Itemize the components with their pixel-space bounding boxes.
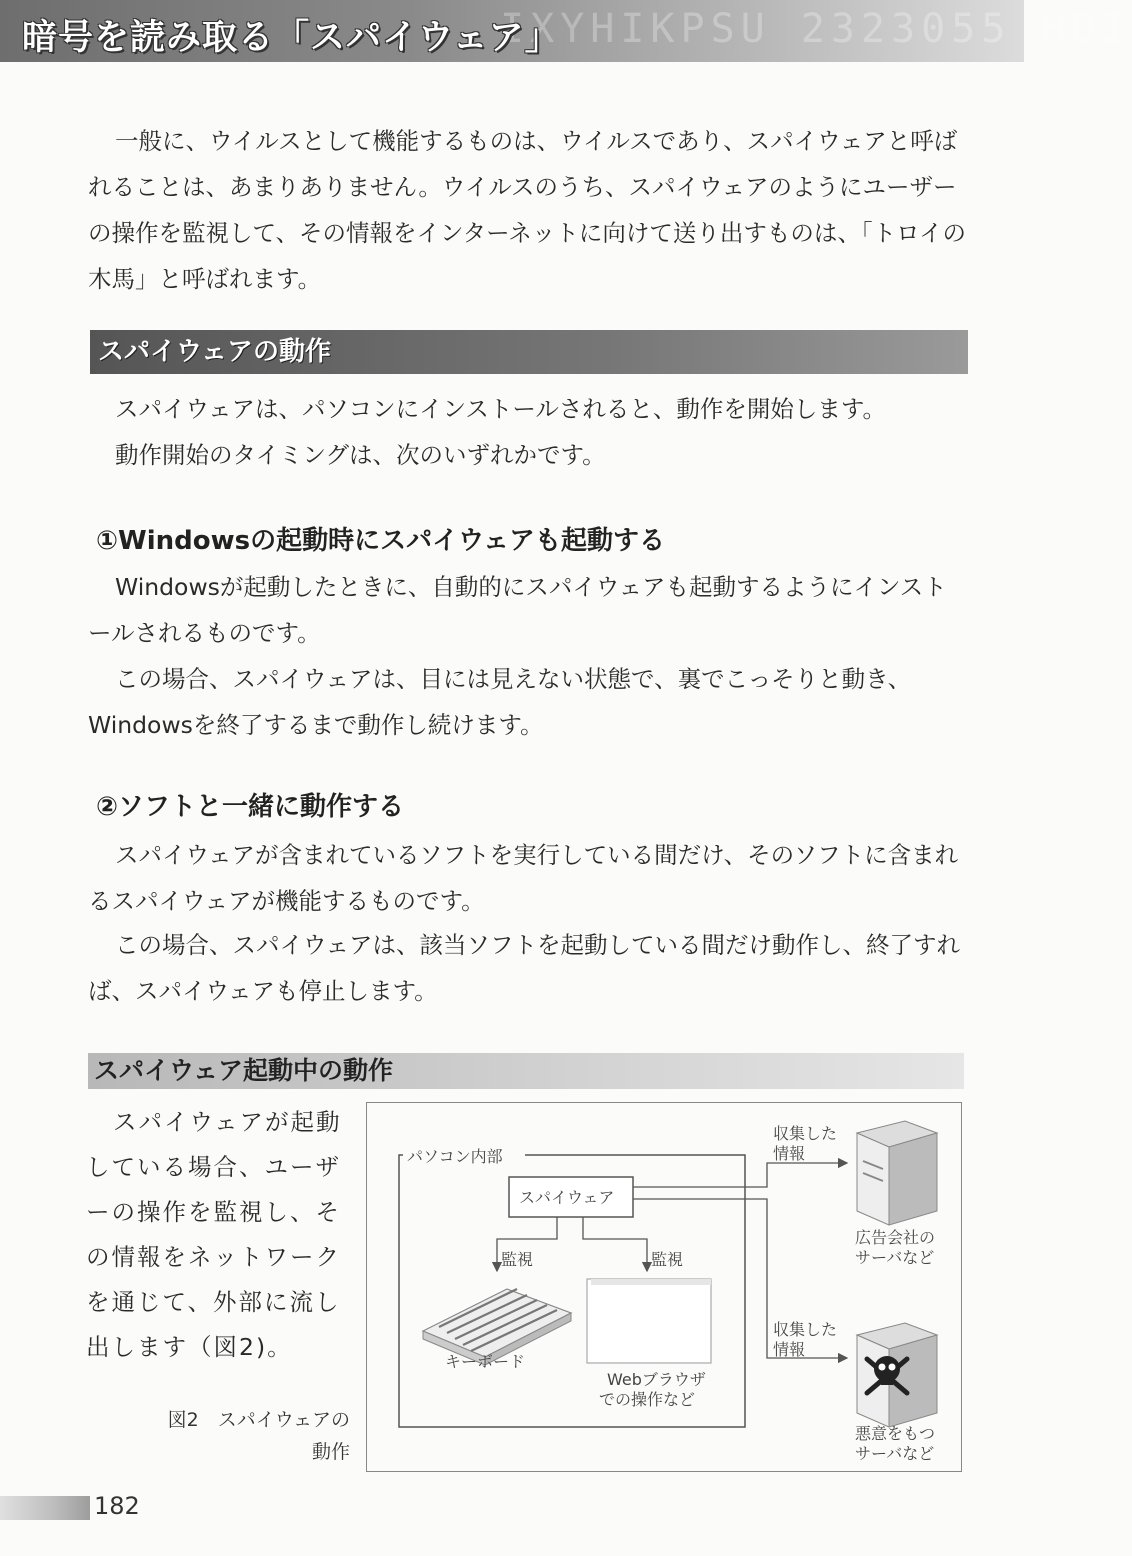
data-path-top: [633, 1163, 847, 1187]
footer-band: [0, 1496, 90, 1520]
subheading-with-software: ②ソフトと一緒に動作する: [96, 792, 405, 822]
server2-label-line2: サーバなど: [855, 1444, 935, 1463]
sub1-paragraph-1: Windowsが起動したときに、自動的にスパイウェアも起動するようにインストールされるものです。: [88, 573, 947, 647]
page-title: 暗号を読み取る「スパイウェア」: [22, 18, 561, 58]
pc-label: パソコン内部: [407, 1147, 503, 1166]
section-heading-during-startup: スパイウェア起動中の動作: [88, 1053, 964, 1089]
figure-caption-line2: 動作: [311, 1441, 350, 1463]
collected-top-line1: 収集した: [773, 1124, 838, 1143]
server1-label-line1: 広告会社の: [855, 1228, 936, 1247]
figure-caption-line1: 図2 スパイウェアの: [167, 1409, 350, 1431]
server1-label-line2: サーバなど: [855, 1248, 935, 1267]
subheading-windows-startup: ①Windowsの起動時にスパイウェアも起動する: [96, 526, 666, 556]
collected-bottom-line2: 情報: [773, 1340, 806, 1359]
spyware-label: スパイウェア: [519, 1188, 615, 1207]
server2-label-line1: 悪意をもつ: [855, 1424, 936, 1443]
browser-label-line1: Webブラウザ: [607, 1370, 706, 1389]
header-decoration: IXYHIKPSU 2323055 HDI: [500, 6, 1132, 52]
intro-paragraph: 一般に、ウイルスとして機能するものは、ウイルスであり、スパイウェアと呼ばれることは、あまりありません。ウイルスのうち、スパイウェアのようにユーザーの操作を監視して、その情報をインターネットに向けて送り出すものは、「トロイの木馬」と呼ばれます。: [88, 127, 966, 293]
monitor-label-left: 監視: [501, 1250, 534, 1269]
collected-top-line2: 情報: [773, 1144, 806, 1163]
sub1-paragraph-2: この場合、スパイウェアは、目には見えない状態で、裏でこっそりと動き、Windowsを終了するまで動作し続けます。: [88, 665, 912, 739]
figure-2-diagram: [366, 1102, 962, 1472]
collected-bottom-line1: 収集した: [773, 1320, 838, 1339]
section-heading-spyware-behavior: スパイウェアの動作: [90, 330, 968, 374]
ad-server-icon: [857, 1121, 937, 1225]
browser-label-line2: での操作など: [599, 1390, 696, 1409]
sub2-paragraph-1: スパイウェアが含まれているソフトを実行している間だけ、そのソフトに含まれるスパイウェアが機能するものです。: [88, 841, 959, 915]
section2-paragraph: スパイウェアが起動している場合、ユーザーの操作を監視し、その情報をネットワークを通じて、外部に流し出します（図2)。: [86, 1108, 342, 1361]
browser-window-icon: [587, 1279, 711, 1363]
header-band: [0, 0, 1132, 62]
section1-paragraph-2: 動作開始のタイミングは、次のいずれかです。: [115, 441, 606, 469]
sub2-paragraph-2: この場合、スパイウェアは、該当ソフトを起動している間だけ動作し、終了すれば、スパイウェアも停止します。: [88, 931, 961, 1005]
keyboard-label: キーボード: [445, 1352, 526, 1371]
monitor-label-right: 監視: [651, 1250, 684, 1269]
section1-paragraph-1: スパイウェアは、パソコンにインストールされると、動作を開始します。: [115, 395, 887, 423]
monitor-arrow-right: [583, 1217, 647, 1271]
page-number: 182: [94, 1492, 140, 1520]
figure-caption: [120, 1404, 350, 1468]
